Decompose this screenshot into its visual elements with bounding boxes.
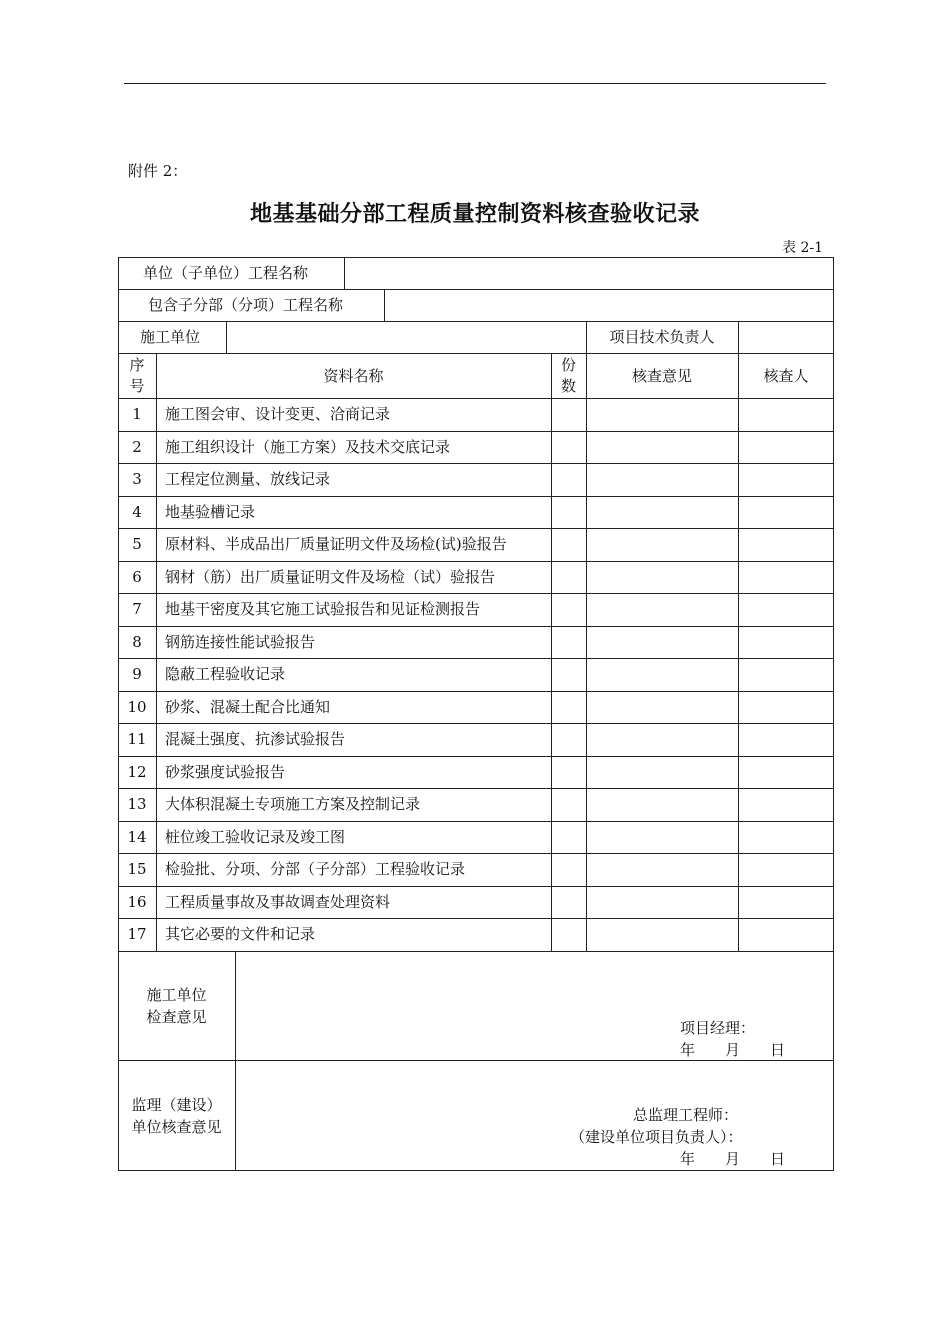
row-number: 5	[132, 535, 142, 553]
doc-name-header: 资料名称	[323, 367, 384, 385]
row-divider	[118, 496, 834, 497]
row-divider	[118, 723, 834, 724]
row-number: 2	[132, 438, 142, 456]
row-divider	[118, 463, 834, 464]
seq-header: 序	[129, 356, 145, 374]
header-rule	[124, 83, 826, 84]
row-divider	[118, 821, 834, 822]
row-number: 13	[127, 795, 147, 813]
document-title: 地基基础分部工程质量控制资料核查验收记录	[249, 202, 700, 227]
row-divider	[118, 886, 834, 887]
attachment-label: 附件 2：	[128, 162, 188, 180]
row-number: 6	[132, 568, 142, 586]
row-number: 9	[132, 665, 142, 683]
project-manager-label: 项目经理：	[680, 1019, 756, 1037]
construction-unit-label: 施工单位	[140, 328, 201, 346]
row-divider	[118, 1060, 834, 1061]
date-line: 年 月 日	[680, 1150, 786, 1168]
date-line: 年 月 日	[680, 1041, 786, 1059]
col-divider	[344, 257, 345, 289]
row-divider	[118, 593, 834, 594]
row-divider	[118, 398, 834, 399]
row-number: 1	[132, 405, 142, 423]
col-divider	[738, 353, 739, 951]
supervisor-opinion-label: 单位核查意见	[131, 1118, 222, 1136]
row-number: 17	[127, 925, 147, 943]
tech-lead-label: 项目技术负责人	[609, 328, 715, 346]
document-name-cell: 大体积混凝土专项施工方案及控制记录	[165, 795, 421, 813]
row-number: 3	[132, 470, 142, 488]
row-number: 7	[132, 600, 142, 618]
row-number: 10	[127, 698, 147, 716]
row-divider	[118, 853, 834, 854]
document-name-cell: 其它必要的文件和记录	[165, 925, 316, 943]
col-divider	[235, 951, 236, 1171]
copies-header: 份	[560, 356, 576, 374]
row-divider	[118, 353, 834, 354]
opinion-header: 核查意见	[631, 367, 692, 385]
row-divider	[118, 289, 834, 290]
owner-lead-label: （建设单位项目负责人）：	[570, 1128, 743, 1146]
document-name-cell: 施工图会审、设计变更、洽商记录	[165, 405, 391, 423]
row-divider	[118, 691, 834, 692]
row-number: 11	[127, 730, 147, 748]
row-divider	[118, 756, 834, 757]
row-number: 4	[132, 503, 142, 521]
chief-engineer-label: 总监理工程师：	[633, 1106, 739, 1124]
row-number: 15	[127, 860, 147, 878]
document-name-cell: 地基验槽记录	[165, 503, 256, 521]
document-name-cell: 工程定位测量、放线记录	[165, 470, 331, 488]
document-name-cell: 隐蔽工程验收记录	[165, 665, 286, 683]
row-number: 12	[127, 763, 147, 781]
document-name-cell: 工程质量事故及事故调查处理资料	[165, 893, 391, 911]
row-divider	[118, 561, 834, 562]
col-divider	[226, 321, 227, 353]
document-name-cell: 砂浆、混凝土配合比通知	[165, 698, 331, 716]
copies-header: 数	[560, 377, 576, 395]
document-name-cell: 施工组织设计（施工方案）及技术交底记录	[165, 438, 451, 456]
sub-project-name-label: 包含子分部（分项）工程名称	[148, 296, 344, 314]
col-divider	[586, 353, 587, 951]
contractor-opinion-label: 施工单位	[146, 986, 207, 1004]
row-divider	[118, 431, 834, 432]
row-number: 8	[132, 633, 142, 651]
document-name-cell: 检验批、分项、分部（子分部）工程验收记录	[165, 860, 466, 878]
row-number: 14	[127, 828, 147, 846]
document-name-cell: 砂浆强度试验报告	[165, 763, 286, 781]
row-divider	[118, 626, 834, 627]
document-name-cell: 原材料、半成品出厂质量证明文件及场检(试)验报告	[165, 535, 507, 553]
row-divider	[118, 918, 834, 919]
seq-header: 号	[129, 377, 145, 395]
checker-header: 核查人	[763, 367, 809, 385]
col-divider	[551, 353, 552, 951]
row-divider	[118, 528, 834, 529]
document-name-cell: 钢筋连接性能试验报告	[165, 633, 316, 651]
document-name-cell: 桩位竣工验收记录及竣工图	[165, 828, 346, 846]
col-divider	[738, 321, 739, 353]
document-name-cell: 混凝土强度、抗渗试验报告	[165, 730, 346, 748]
supervisor-opinion-label: 监理（建设）	[131, 1096, 222, 1114]
contractor-opinion-label: 检查意见	[146, 1008, 207, 1026]
document-name-cell: 地基干密度及其它施工试验报告和见证检测报告	[165, 600, 481, 618]
table-number: 表 2-1	[782, 240, 823, 256]
row-number: 16	[127, 893, 147, 911]
row-divider	[118, 951, 834, 952]
row-divider	[118, 658, 834, 659]
row-divider	[118, 788, 834, 789]
unit-project-name-label: 单位（子单位）工程名称	[143, 264, 309, 282]
document-name-cell: 钢材（筋）出厂质量证明文件及场检（试）验报告	[165, 568, 496, 586]
col-divider	[384, 289, 385, 321]
col-divider	[156, 353, 157, 951]
